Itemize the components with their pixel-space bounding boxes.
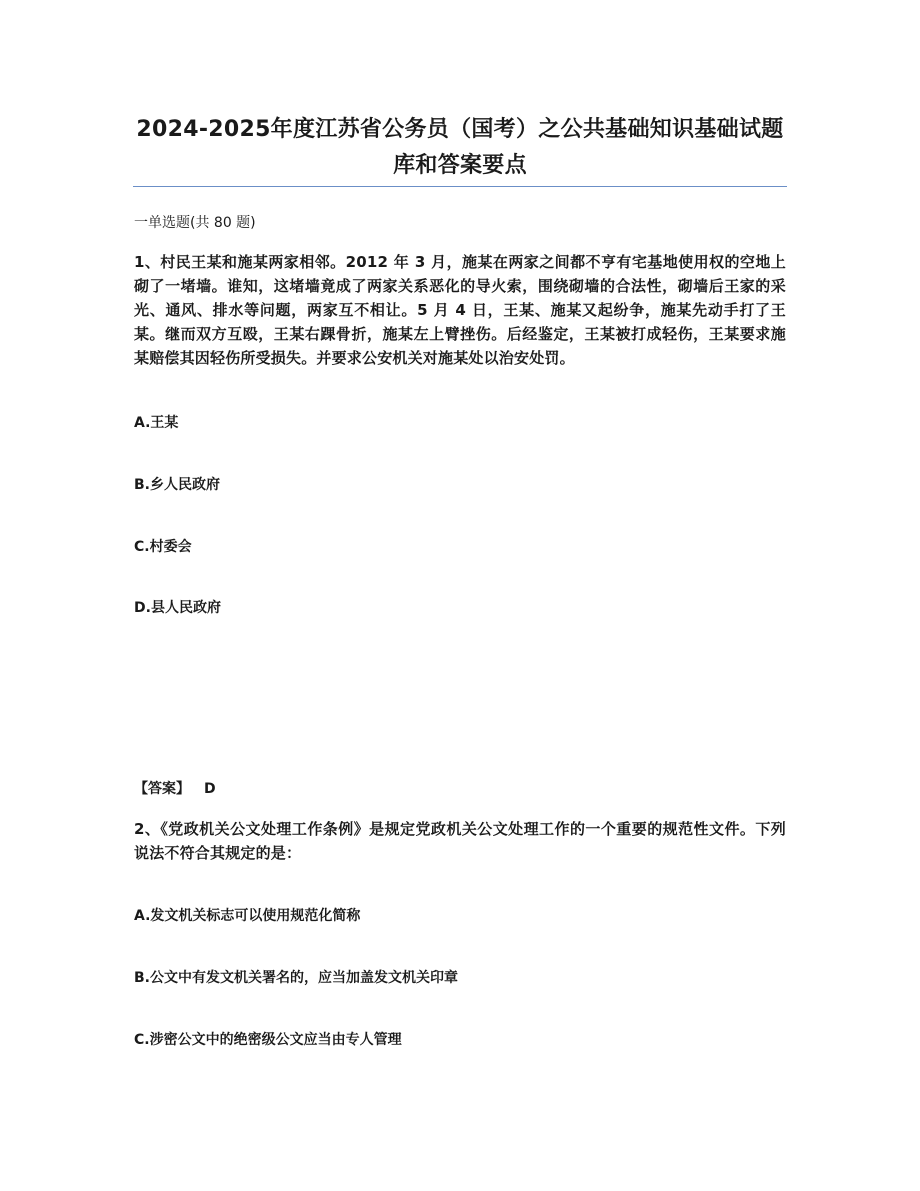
question-1-option-d: D.县人民政府 [134, 600, 221, 616]
question-1-option-c: C.村委会 [134, 539, 192, 555]
answer-value: D [204, 781, 216, 797]
question-1-text: 1、村民王某和施某两家相邻。2012 年 3 月，施某在两家之间都不亨有宅基地使用权的空地上砌了一堵墙。谁知，这堵墙竟成了两家关系恶化的导火索，围绕砌墙的合法性，砌墙后王家的采光、通风、排水等问题，两家互不相让。5 月 4 日，王某、施某又起纷争，施某先动手打了王某。继而双方互殴，王某右踝骨折，施某左上臂挫伤。后经鉴定，王某被打成轻伤，王某要求施某赔偿其因轻伤所受损失。并要求公安机关对施某处以治安处罚。 [134, 253, 786, 367]
answer-label: 【答案】 [134, 781, 190, 797]
question-1-option-b: B.乡人民政府 [134, 477, 220, 493]
question-1-answer [134, 779, 216, 799]
question-2-text: 2、《党政机关公文处理工作条例》是规定党政机关公文处理工作的一个重要的规范性文件。下列说法不符合其规定的是： [134, 820, 786, 862]
document-title: 2024-2025年度江苏省公务员（国考）之公共基础知识基础试题库和答案要点 [136, 117, 784, 178]
question-2-option-a: A.发文机关标志可以使用规范化简称 [134, 908, 361, 924]
title-divider [133, 186, 787, 187]
section-label: 一单选题(共 80 题) [134, 215, 256, 231]
question-2-option-b: B.公文中有发文机关署名的，应当加盖发文机关印章 [134, 970, 458, 986]
question-2-option-c: C.涉密公文中的绝密级公文应当由专人管理 [134, 1032, 402, 1048]
question-1-option-a: A.王某 [134, 415, 179, 431]
